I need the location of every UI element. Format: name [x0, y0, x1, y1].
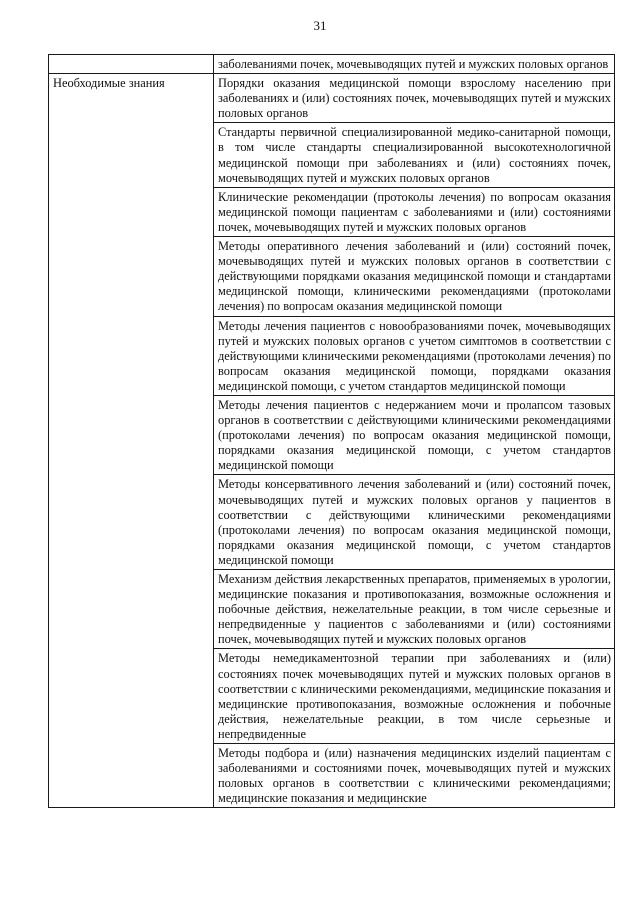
section-label: Необходимые знания: [49, 74, 214, 808]
page-number: 31: [313, 18, 327, 33]
table-cell-item: Стандарты первичной специализированной медико-санитарной помощи, в том числе стандарты специализированной высокотехнологичной медицинской помощи при заболеваниях и (или) состояниях почек, мочевыводящих путей и мужских половых органов: [214, 123, 615, 187]
table-cell-continuation: заболеваниями почек, мочевыводящих путей и мужских половых органов: [214, 55, 615, 74]
knowledge-table: [48, 54, 615, 808]
table-cell-item: Методы оперативного лечения заболеваний и (или) состояний почек, мочевыводящих путей и мужских половых органов в соответствии с действующими порядками оказания медицинской помощи и стандартами медицинской помощи, клиническими рекомендациями (протоколами лечения) по вопросам оказания медицинской помощи: [214, 237, 615, 316]
table-cell-item: Методы лечения пациентов с недержанием мочи и пролапсом тазовых органов в соответствии с действующими клиническими рекомендациями (протоколами лечения) по вопросам оказания медицинской помощи, порядками оказания медицинской помощи, с учетом стандартов медицинской помощи: [214, 395, 615, 474]
table-cell-item: Методы лечения пациентов с новообразованиями почек, мочевыводящих путей и мужских половых органов с учетом симптомов в соответствии с действующими клиническими рекомендациями (протоколами лечения) по вопросам оказания медицинской помощи, порядками оказания медицинской помощи, с учетом стандартов медицинской помощи: [214, 316, 615, 395]
table-cell-item: Порядки оказания медицинской помощи взрослому населению при заболеваниях и (или) состояниях почек, мочевыводящих путей и мужских половых органов: [214, 74, 615, 123]
table-cell-item: Механизм действия лекарственных препаратов, применяемых в урологии, медицинские показания и противопоказания, возможные осложнения и побочные действия, нежелательные реакции, в том числе серьезные и непредвиденные у пациентов с заболеваниями и (или) состояниями почек, мочевыводящих путей и мужских половых органов: [214, 570, 615, 649]
table-cell-item: Методы немедикаментозной терапии при заболеваниях и (или) состояниях почек мочевыводящих путей и мужских половых органов в соответствии с клиническими рекомендациями, медицинские показания и медицинские противопоказания, возможные осложнения и побочные действия, нежелательные реакции, в том числе серьезные и непредвиденные: [214, 649, 615, 744]
table-cell-label-empty: [49, 55, 214, 74]
table-cell-item: Методы подбора и (или) назначения медицинских изделий пациентам с заболеваниями и состояниями почек, мочевыводящих путей и мужских половых органов в соответствии с клиническими рекомендациями; медицинские показания и медицинские: [214, 744, 615, 808]
table-row: [49, 55, 615, 74]
table-row: [49, 74, 615, 123]
table-cell-item: Методы консервативного лечения заболеваний и (или) состояний почек, мочевыводящих путей и мужских половых органов у пациентов в соответствии с действующими клиническими рекомендациями (протоколами лечения) по вопросам оказания медицинской помощи, порядками оказания медицинской помощи, с учетом стандартов медицинской помощи: [214, 475, 615, 570]
table-cell-item: Клинические рекомендации (протоколы лечения) по вопросам оказания медицинской помощи пациентам с заболеваниями и (или) состояниями почек, мочевыводящих путей и мужских половых органов: [214, 187, 615, 236]
